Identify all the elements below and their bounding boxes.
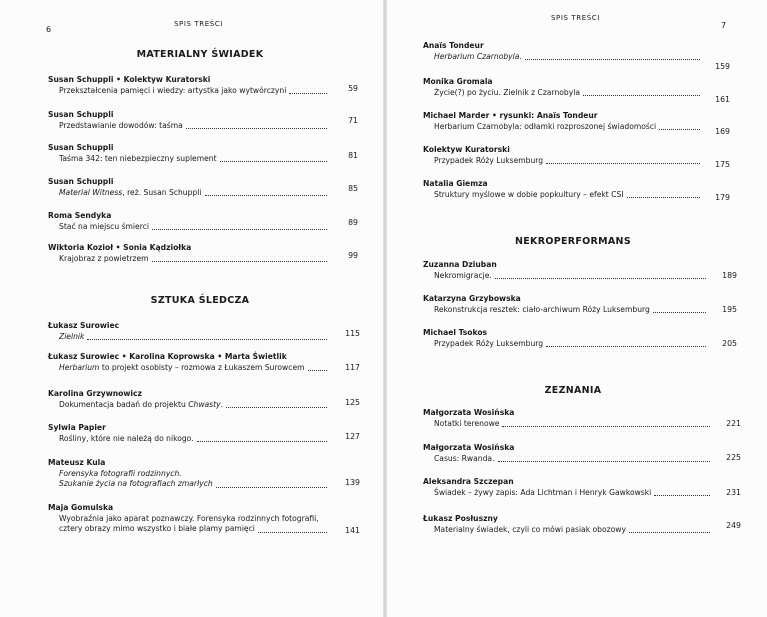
entry-page: 205 (722, 339, 737, 348)
dot-leader (226, 407, 327, 408)
entry-title: Rośliny, które nie należą do nikogo. (59, 433, 194, 443)
dot-leader (216, 487, 327, 488)
entry-author: Monika Gromala (423, 77, 493, 86)
dot-leader (258, 532, 327, 533)
entry-page: 85 (348, 184, 358, 193)
page-number: 7 (721, 21, 727, 30)
dot-leader (583, 95, 700, 96)
entry-author: Anaïs Tondeur (423, 41, 484, 50)
toc-entry (48, 321, 330, 342)
entry-title: Herbarium Czarnobyla. (434, 51, 522, 61)
section-title: SZTUKA ŚLEDCZA (150, 295, 250, 306)
entry-page: 161 (715, 95, 730, 104)
entry-page: 195 (722, 305, 737, 314)
entry-title: Nekromigracje. (434, 270, 492, 280)
toc-entry (48, 143, 330, 164)
entry-author: Michael Tsokos (423, 328, 488, 337)
entry-author: Natalia Giemza (423, 179, 488, 188)
entry-page: 221 (726, 419, 741, 428)
dot-leader (546, 163, 700, 164)
toc-entry (48, 389, 330, 410)
entry-author: Susan Schuppli (48, 143, 114, 152)
section-title: ZEZNANIA (544, 385, 602, 396)
entry-author: Sylwia Papier (48, 423, 106, 432)
entry-title: Materialny świadek, czyli co mówi pasiak obozowy (434, 524, 626, 534)
entry-page: 81 (348, 151, 358, 160)
dot-leader (197, 441, 327, 442)
toc-entry (423, 443, 713, 464)
entry-title: Zielnik (59, 331, 85, 341)
left-page (0, 0, 383, 617)
dot-leader (152, 229, 327, 230)
dot-leader (220, 161, 327, 162)
entry-author: Łukasz Surowiec • Karolina Koprowska • Marta Świetlik (48, 352, 287, 361)
dot-leader (502, 426, 710, 427)
entry-page: 231 (726, 488, 741, 497)
entry-author: Roma Sendyka (48, 211, 112, 220)
entry-title: Życie(?) po życiu. Zielnik z Czarnobyla (434, 87, 581, 97)
entry-title: Świadek – żywy zapis: Ada Lichtman i Henryk Gawkowski (434, 487, 652, 497)
entry-page: 59 (348, 84, 358, 93)
entry-page: 99 (348, 251, 358, 260)
dot-leader (498, 461, 711, 462)
dot-leader (289, 93, 327, 94)
entry-author: Katarzyna Grzybowska (423, 294, 521, 303)
entry-page: 71 (348, 116, 358, 125)
entry-title: Krajobraz z powietrzem (59, 253, 149, 263)
entry-page: 117 (345, 363, 360, 372)
entry-page: 159 (715, 62, 730, 71)
toc-entry (48, 177, 330, 198)
dot-leader (653, 312, 706, 313)
entry-author: Susan Schuppli (48, 110, 114, 119)
toc-entry (423, 145, 703, 166)
dot-leader (629, 532, 710, 533)
entry-author: Kolektyw Kuratorski (423, 145, 510, 154)
entry-title: Przypadek Róży Luksemburg (434, 155, 544, 165)
toc-entry (48, 75, 330, 96)
entry-author: Małgorzata Wosińska (423, 408, 515, 417)
toc-entry (423, 41, 703, 62)
entry-title: Szukanie życia na fotografiach zmarłych (59, 479, 213, 488)
entry-title: Notatki terenowe (434, 418, 500, 428)
entry-title: Przekształcenia pamięci i wiedzy: artystka jako wytwórczyni (59, 85, 287, 95)
dot-leader (659, 129, 700, 130)
entry-subtitle: Wyobraźnia jako aparat poznawczy. Forensyka rodzinnych fotografii, (59, 513, 319, 523)
entry-author: Łukasz Surowiec (48, 321, 120, 330)
dot-leader (495, 278, 706, 279)
toc-entry (423, 408, 713, 429)
toc-entry (48, 423, 330, 444)
entry-title: Przedstawianie dowodów: taśma (59, 120, 183, 130)
page-number: 6 (46, 25, 52, 34)
toc-entry (423, 328, 709, 349)
toc-entry (423, 77, 703, 98)
entry-page: 175 (715, 160, 730, 169)
entry-author: Aleksandra Szczepan (423, 477, 514, 486)
entry-title: Rekonstrukcja resztek: ciało-archiwum Róży Luksemburg (434, 304, 650, 314)
entry-title: Casus: Rwanda. (434, 453, 495, 463)
dot-leader (654, 495, 710, 496)
toc-entry (48, 352, 330, 373)
dot-leader (205, 195, 328, 196)
entry-title: Struktury myślowe w dobie popkultury – efekt CSI (434, 189, 624, 199)
toc-entry (48, 110, 330, 131)
entry-page: 89 (348, 218, 358, 227)
entry-author: Mateusz Kula (48, 458, 106, 467)
toc-entry (48, 503, 330, 535)
toc-entry (423, 477, 713, 498)
dot-leader (186, 128, 327, 129)
running-head: SPIS TREŚCI (174, 20, 223, 28)
dot-leader (308, 370, 327, 371)
entry-title: Herbarium to projekt osobisty – rozmowa z Łukaszem Surowcem (59, 362, 305, 372)
entry-title: Material Witness, reż. Susan Schuppli (59, 187, 202, 197)
toc-entry (423, 294, 709, 315)
entry-author: Małgorzata Wosińska (423, 443, 515, 452)
toc-entry (48, 458, 330, 490)
entry-title: cztery obrazy mimo wszystko i białe plamy pamięci (59, 524, 255, 533)
entry-title: Stać na miejscu śmierci (59, 221, 149, 231)
dot-leader (87, 339, 327, 340)
entry-author: Wiktoria Kozioł • Sonia Kądziołka (48, 243, 192, 252)
entry-author: Susan Schuppli (48, 177, 114, 186)
entry-page: 141 (345, 526, 360, 535)
entry-author: Karolina Grzywnowicz (48, 389, 142, 398)
dot-leader (546, 346, 706, 347)
toc-entry (423, 179, 703, 200)
entry-author: Łukasz Posłuszny (423, 514, 498, 523)
entry-page: 249 (726, 521, 741, 530)
toc-entry (423, 260, 709, 281)
entry-author: Maja Gomulska (48, 503, 114, 512)
dot-leader (627, 197, 700, 198)
toc-entry (48, 243, 330, 264)
entry-title: Taśma 342: ten niebezpieczny suplement (59, 153, 217, 163)
entry-title: Herbarium Czarnobyla: odłamki rozproszonej świadomości (434, 121, 657, 131)
toc-entry (423, 111, 703, 132)
toc-entry (48, 211, 330, 232)
entry-page: 127 (345, 432, 360, 441)
entry-page: 189 (722, 271, 737, 280)
entry-subtitle: Forensyka fotografii rodzinnych. (59, 468, 182, 478)
running-head: SPIS TREŚCI (551, 14, 600, 22)
section-title: MATERIALNY ŚWIADEK (136, 49, 264, 60)
entry-page: 179 (715, 193, 730, 202)
entry-author: Zuzanna Dziuban (423, 260, 497, 269)
entry-title: Dokumentacja badań do projektu Chwasty. (59, 399, 224, 409)
entry-page: 115 (345, 329, 360, 338)
entry-author: Susan Schuppli • Kolektyw Kuratorski (48, 75, 211, 84)
entry-page: 125 (345, 398, 360, 407)
entry-title: Przypadek Róży Luksemburg (434, 338, 544, 348)
right-page (387, 0, 767, 617)
toc-entry (423, 514, 713, 535)
entry-page: 169 (715, 127, 730, 136)
entry-page: 139 (345, 478, 360, 487)
entry-author: Michael Marder • rysunki: Anaïs Tondeur (423, 111, 598, 120)
dot-leader (525, 59, 700, 60)
entry-page: 225 (726, 453, 741, 462)
dot-leader (152, 261, 327, 262)
section-title: NEKROPERFORMANS (515, 236, 631, 247)
